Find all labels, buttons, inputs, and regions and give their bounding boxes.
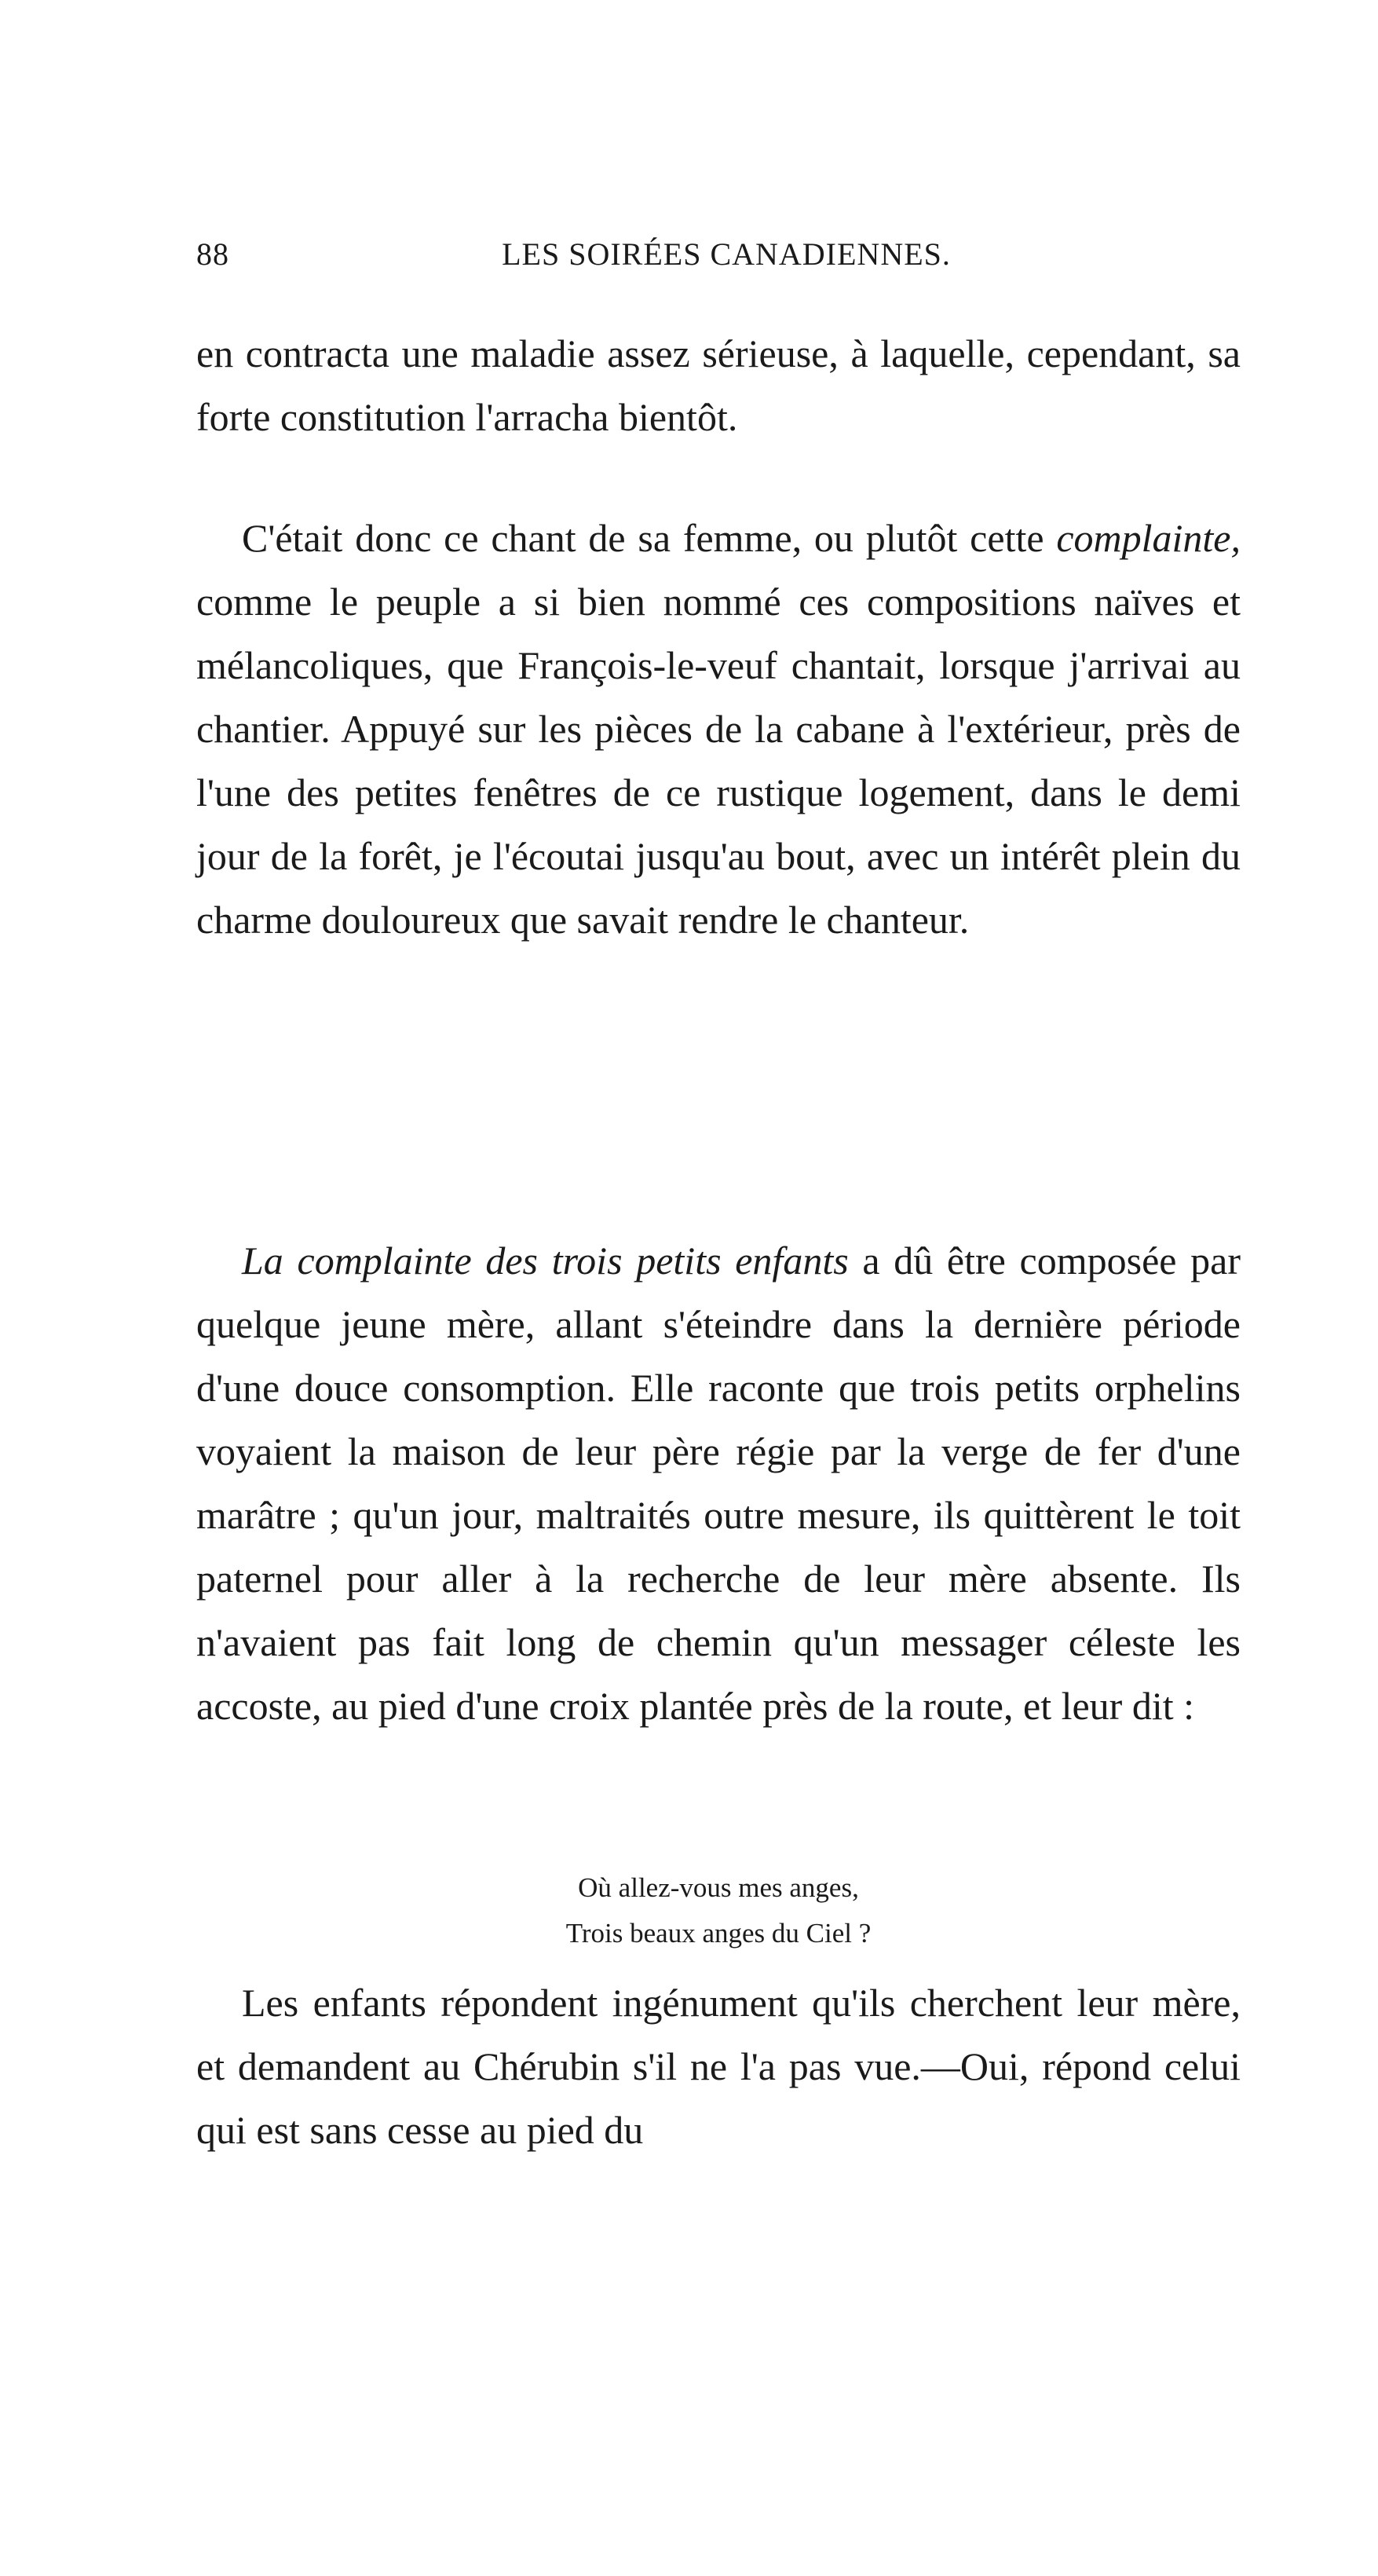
text-segment: en contracta une maladie assez sérieuse, à laquelle, cependant, sa forte constitution l'arracha bientôt. bbox=[196, 331, 1241, 439]
paragraph-text bbox=[196, 507, 1241, 952]
verse-quote bbox=[196, 1865, 1241, 1956]
text-segment: a dû être composée par quelque jeune mère, allant s'éteindre dans la dernière période d'une douce consomption. Elle raconte que trois petits orphelins voyaient la maison de leur père régie par la verge de fer d'une marâtre ; qu'un jour, maltraités outre mesure, ils quittèrent le toit paternel pour aller à la recherche de leur mère absente. Ils n'avaient pas fait long de chemin qu'un messager céleste les accoste, au pied d'une croix plantée près de la route, et leur dit : bbox=[196, 1239, 1241, 1728]
text-segment: comme le peuple a si bien nommé ces compositions naïves et mélancoliques, que François-le-veuf chantait, lorsque j'arrivai au chantier. Appuyé sur les pièces de la cabane à l'extérieur, près de l'une des petites fenêtres de ce rustique logement, dans le demi jour de la forêt, je l'écoutai jusqu'au bout, avec un intérêt plein du charme douloureux que savait rendre le chanteur. bbox=[196, 580, 1241, 942]
italic-title: La complainte des trois petits enfants bbox=[242, 1239, 849, 1283]
paragraph-chant bbox=[196, 507, 1241, 952]
running-title: LES SOIRÉES CANADIENNES. bbox=[502, 236, 951, 272]
italic-term: complainte, bbox=[1056, 516, 1241, 560]
verse-line: Où allez-vous mes anges, bbox=[578, 1872, 859, 1903]
page-number: 88 bbox=[196, 236, 229, 272]
paragraph-text bbox=[196, 322, 1241, 449]
paragraph-continuation bbox=[196, 322, 1241, 449]
verse-line: Trois beaux anges du Ciel ? bbox=[565, 1918, 872, 1948]
paragraph-text bbox=[196, 1229, 1241, 1738]
text-segment: C'était donc ce chant de sa femme, ou plutôt cette bbox=[242, 516, 1057, 560]
paragraph-closing bbox=[196, 1971, 1241, 2162]
paragraph-complainte bbox=[196, 1229, 1241, 1738]
running-head bbox=[196, 236, 1241, 283]
paragraph-text: Les enfants répondent ingénument qu'ils cherchent leur mère, et demandent au Chérubin s'il ne l'a pas vue.—Oui, répond celui qui est sans cesse au pied du bbox=[196, 1981, 1241, 2152]
